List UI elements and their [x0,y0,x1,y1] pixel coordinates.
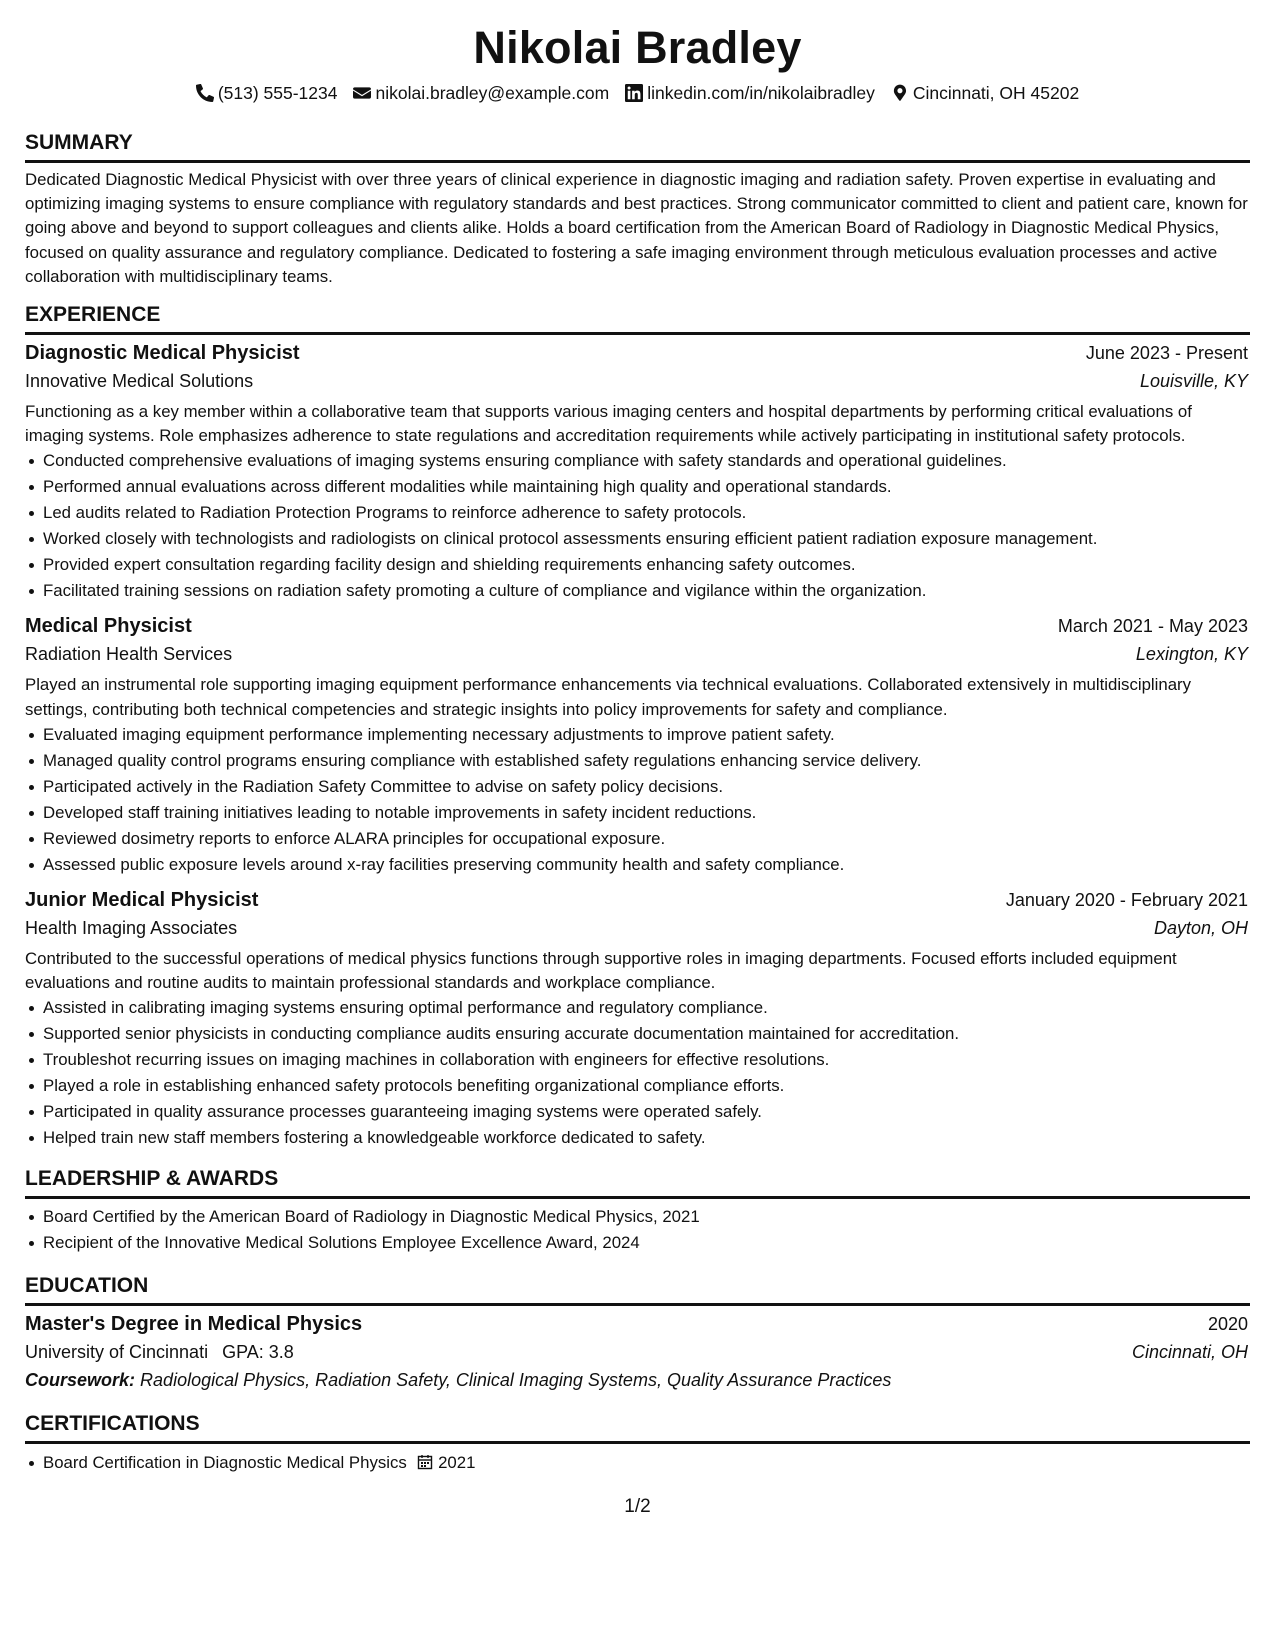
certification-name: Board Certification in Diagnostic Medical Physics [43,1453,407,1473]
summary-text: Dedicated Diagnostic Medical Physicist with over three years of clinical experience in diagnostic imaging and radiation safety. Proven expertise in evaluating and optimizing imaging systems to ensure compliance with regulatory standards and best practices. Strong communicator committed to client and patient care, known for going above and beyond to support colleagues and clients alike. Holds a board certification from the American Board of Radiology in Diagnostic Medical Physics, focused on quality assurance and regulatory compliance. Dedicated to fostering a safe imaging environment through meticulous evaluation processes and active collaboration with multidisciplinary teams. [25,170,1248,286]
certifications-list [25,1450,1250,1476]
list-item: Conducted comprehensive evaluations of imaging systems ensuring compliance with safety standards and operational guidelines. [25,448,1250,474]
list-item: Troubleshot recurring issues on imaging machines in collaboration with engineers for effective resolutions. [25,1047,1250,1073]
leadership-section [25,1166,1250,1256]
resume-page [25,0,1250,1476]
envelope-icon [353,84,371,102]
education-section [25,1273,1250,1394]
list-item [25,1450,1250,1476]
email-text: nikolai.bradley@example.com [375,83,610,103]
list-item: Assessed public exposure levels around x-ray facilities preserving community health and safety compliance. [25,852,1250,878]
list-item: Helped train new staff members fostering a knowledgeable workforce dedicated to safety. [25,1125,1250,1151]
job-bullets [25,995,1250,1151]
linkedin-icon [625,84,643,102]
list-item: Recipient of the Innovative Medical Solutions Employee Excellence Award, 2024 [25,1230,1250,1256]
gpa: GPA: 3.8 [222,1342,294,1363]
job-description: Contributed to the successful operations of medical physics functions through supportive roles in imaging departments. Focused efforts included equipment evaluations and routine audits to maintain professional standards and workplace compliance. [25,948,1177,993]
list-item: Worked closely with technologists and radiologists on clinical protocol assessments ensuring efficient patient radiation exposure management. [25,526,1250,552]
certifications-section [25,1411,1250,1476]
certification-year: 2021 [438,1453,476,1473]
job-description: Functioning as a key member within a collaborative team that supports various imaging centers and hospital departments by performing critical evaluations of imaging systems. Role emphasizes adherence to state regulations and accreditation requirements while actively participating in institutional safety protocols. [25,402,1192,446]
map-pin-icon [891,84,909,102]
degree-title: Master's Degree in Medical Physics [25,1313,363,1336]
leadership-heading: LEADERSHIP & AWARDS [25,1166,1250,1199]
job-company: Radiation Health Services [25,644,233,665]
job-description: Played an instrumental role supporting imaging equipment performance enhancements via technical evaluations. Collaborated extensively in multidisciplinary settings, contributing both technical competencies and strategic insights into policy improvements for safety and compliance. [25,675,1192,719]
job-dates: June 2023 - Present [1085,343,1248,364]
location-text: Cincinnati, OH 45202 [912,83,1080,103]
graduation-year: 2020 [1207,1314,1248,1335]
job-title: Medical Physicist [25,615,192,638]
job-entry [25,612,1250,877]
list-item: Facilitated training sessions on radiation safety promoting a culture of compliance and vigilance within the organization. [25,578,1250,604]
job-title: Diagnostic Medical Physicist [25,342,300,365]
contact-phone [196,82,338,104]
school-name: University of Cincinnati [25,1342,209,1363]
job-title: Junior Medical Physicist [25,888,259,911]
page-number: 1/2 [624,1496,651,1517]
experience-heading: EXPERIENCE [25,302,1250,335]
job-entry [25,339,1250,604]
job-bullets [25,448,1250,604]
list-item: Reviewed dosimetry reports to enforce ALARA principles for occupational exposure. [25,826,1250,852]
education-heading: EDUCATION [25,1273,1250,1306]
list-item: Played a role in establishing enhanced safety protocols benefiting organizational compliance efforts. [25,1073,1250,1099]
list-item: Performed annual evaluations across different modalities while maintaining high quality and operational standards. [25,474,1250,500]
contact-email[interactable] [353,82,609,104]
coursework-label: Coursework: [25,1370,136,1391]
list-item: Board Certified by the American Board of Radiology in Diagnostic Medical Physics, 2021 [25,1204,1250,1230]
coursework [25,1366,1250,1394]
job-bullets [25,722,1250,878]
calendar-icon [417,1454,433,1470]
candidate-name: Nikolai Bradley [473,22,802,73]
contact-linkedin[interactable] [625,82,875,104]
job-company: Health Imaging Associates [25,917,238,938]
summary-heading: SUMMARY [25,130,1250,163]
list-item: Managed quality control programs ensuring compliance with established safety regulations enhancing service delivery. [25,748,1250,774]
job-dates: March 2021 - May 2023 [1057,616,1248,637]
job-entry [25,886,1250,1151]
school-location: Cincinnati, OH [1131,1342,1248,1363]
coursework-list: Radiological Physics, Radiation Safety, Clinical Imaging Systems, Quality Assurance Practices [140,1370,892,1391]
linkedin-text: linkedin.com/in/nikolaibradley [647,83,875,103]
summary-section [25,130,1250,289]
list-item: Supported senior physicists in conducting compliance audits ensuring accurate documentation maintained for accreditation. [25,1021,1250,1047]
school-line [25,1338,294,1366]
list-item: Participated in quality assurance processes guaranteeing imaging systems were operated safely. [25,1099,1250,1125]
job-location: Dayton, OH [1153,917,1248,938]
leadership-list [25,1204,1250,1256]
list-item: Developed staff training initiatives leading to notable improvements in safety incident reductions. [25,800,1250,826]
experience-section [25,302,1250,1151]
list-item: Evaluated imaging equipment performance implementing necessary adjustments to improve patient safety. [25,722,1250,748]
job-dates: January 2020 - February 2021 [1005,889,1248,910]
list-item: Led audits related to Radiation Protection Programs to reinforce adherence to safety protocols. [25,500,1250,526]
phone-text: (513) 555-1234 [217,83,338,103]
job-location: Louisville, KY [1139,371,1248,392]
list-item: Participated actively in the Radiation Safety Committee to advise on safety policy decisions. [25,774,1250,800]
list-item: Assisted in calibrating imaging systems ensuring optimal performance and regulatory compliance. [25,995,1250,1021]
job-location: Lexington, KY [1135,644,1248,665]
phone-icon [196,84,214,102]
job-company: Innovative Medical Solutions [25,371,254,392]
contact-location [891,82,1079,104]
certifications-heading: CERTIFICATIONS [25,1411,1250,1444]
list-item: Provided expert consultation regarding facility design and shielding requirements enhancing safety outcomes. [25,552,1250,578]
contact-bar [25,82,1250,104]
